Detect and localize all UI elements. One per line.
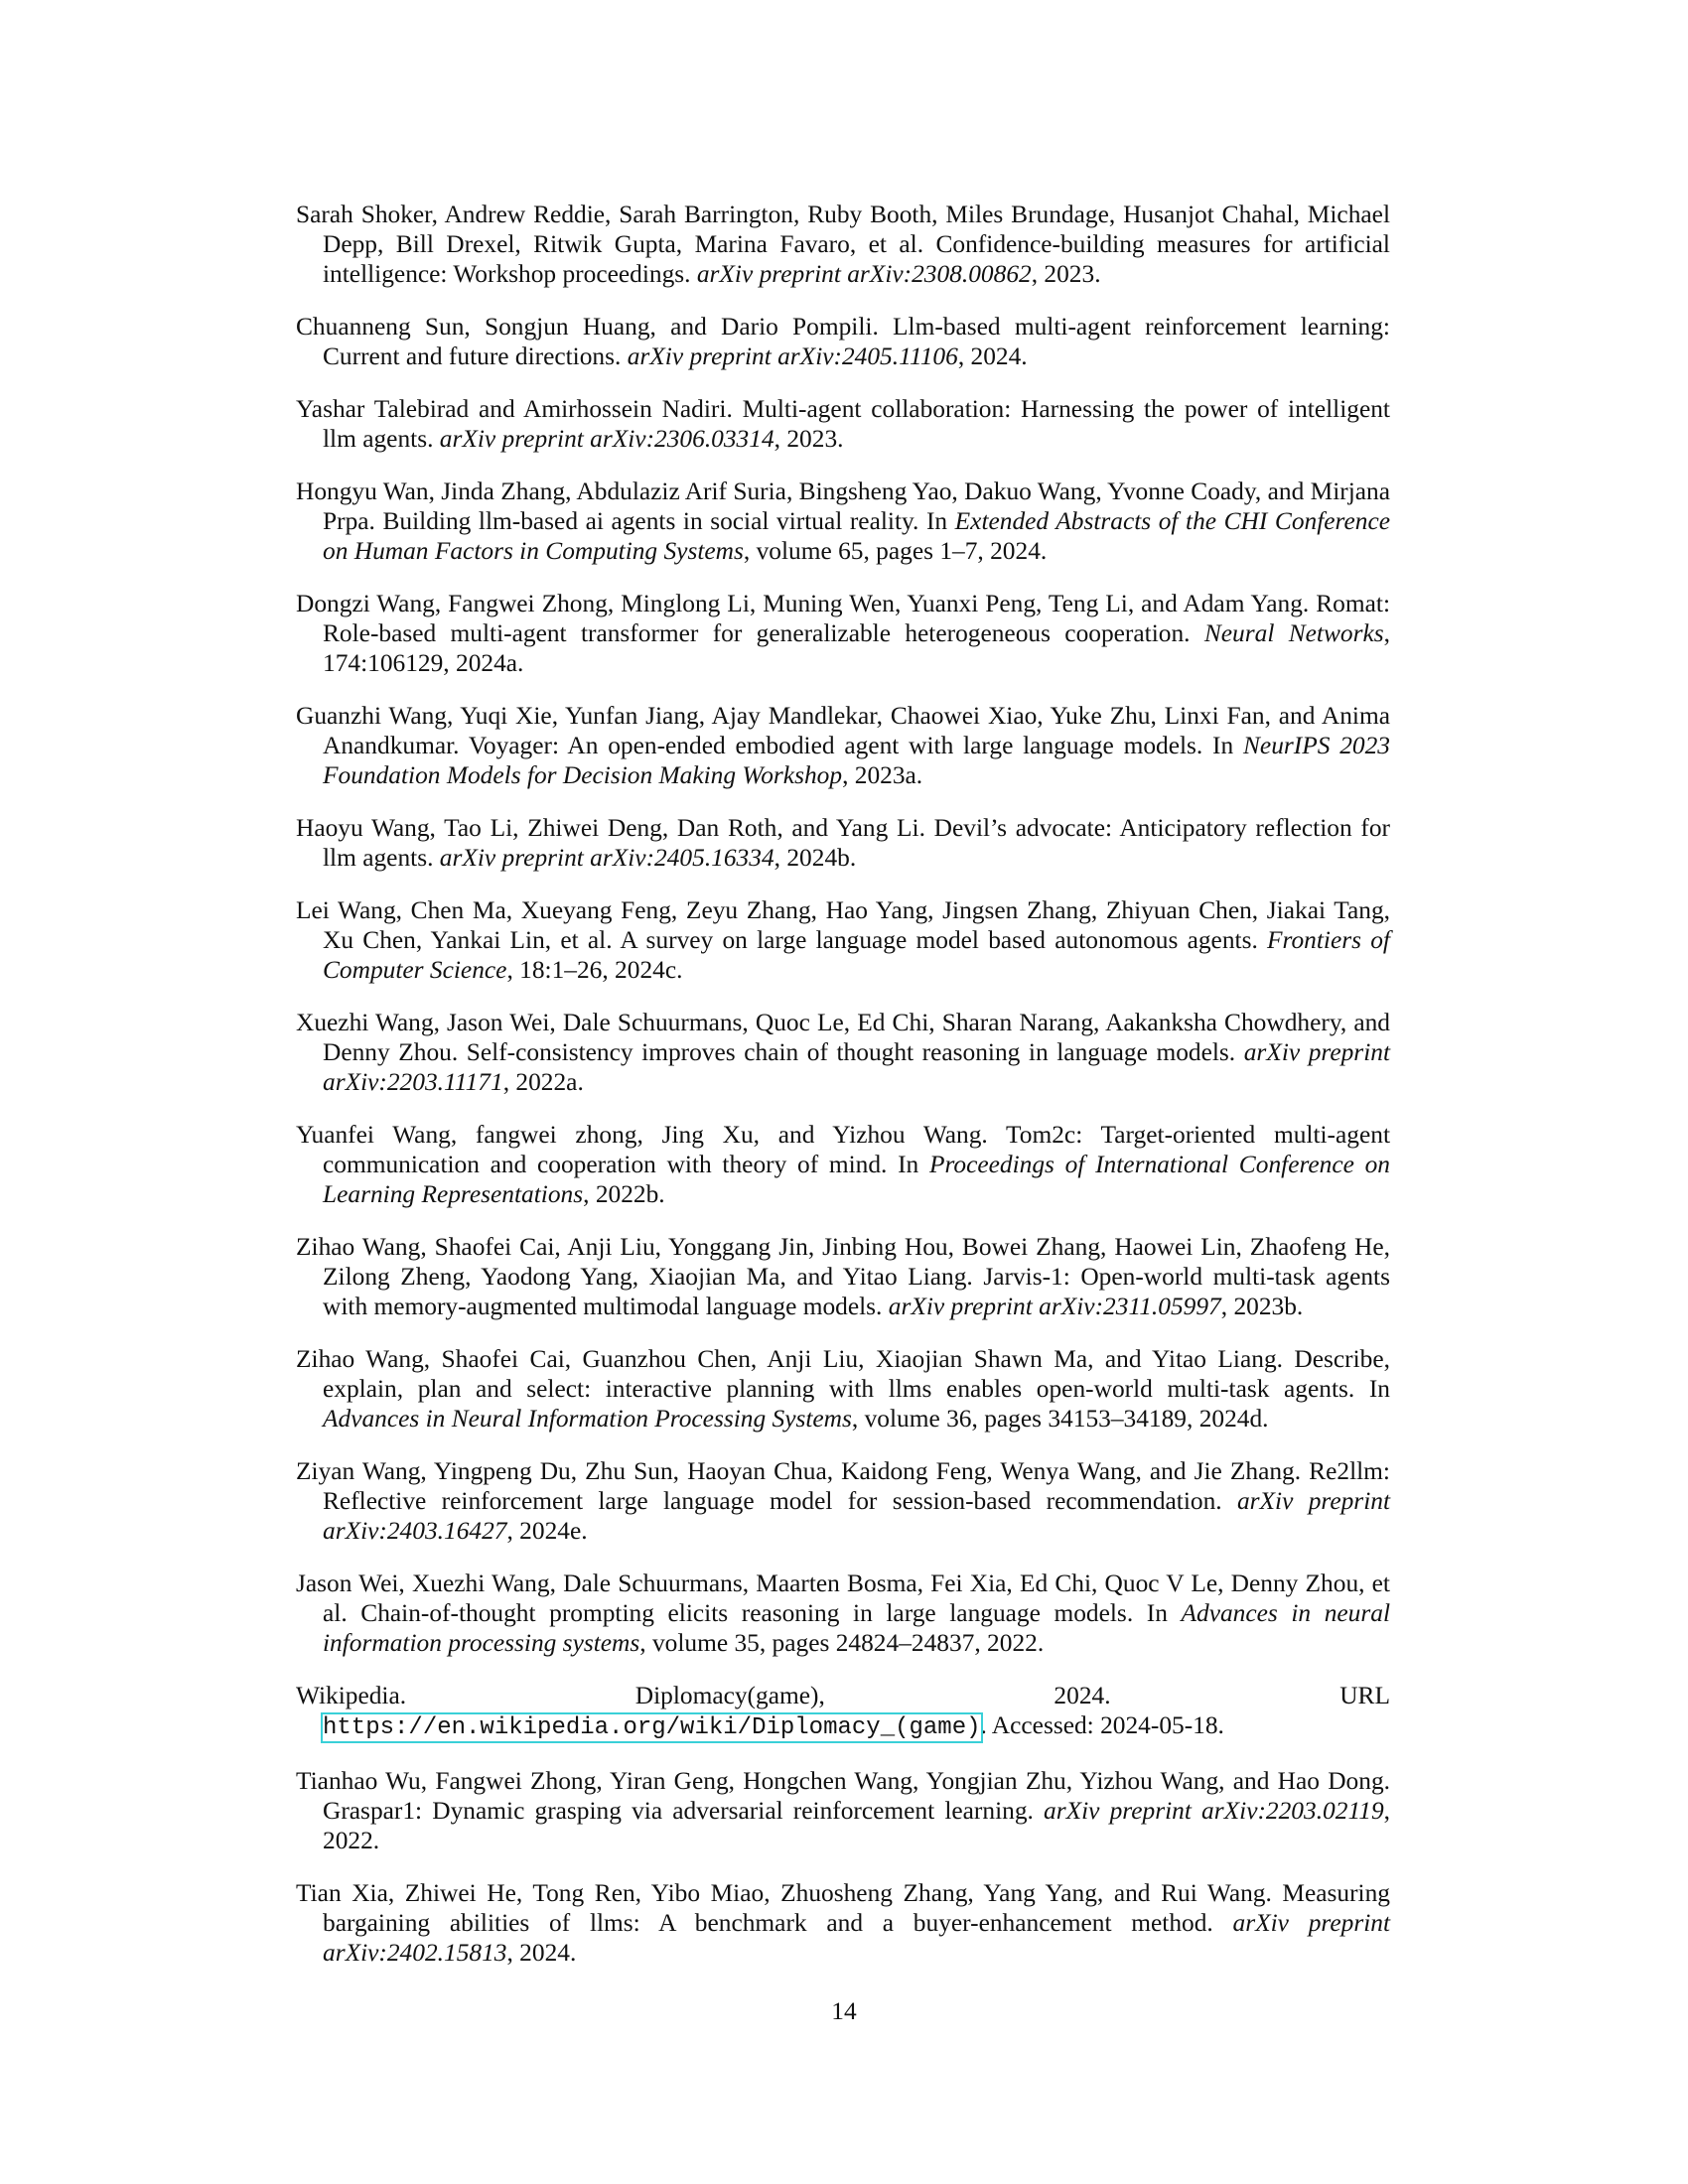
reference-entry: Tian Xia, Zhiwei He, Tong Ren, Yibo Miao, Zhuosheng Zhang, Yang Yang, and Rui Wang. Measuring bargaining abilities of llms: A benchmark and a buyer-enhancement method. arXiv preprint arXiv:2402.15813, 2024. [296,1879,1391,1967]
reference-entry: Guanzhi Wang, Yuqi Xie, Yunfan Jiang, Ajay Mandlekar, Chaowei Xiao, Yuke Zhu, Linxi Fan, and Anima Anandkumar. Voyager: An open-ended embodied agent with large language models. In NeurIPS 2023 Foundation Models for Decision Making Workshop, 2023a. [296,702,1390,789]
reference-entry: Zihao Wang, Shaofei Cai, Guanzhou Chen, Anji Liu, Xiaojian Shawn Ma, and Yitao Liang. Describe, explain, plan and select: interactive planning with llms enables open-world multi-task agents. In Advances in Neural Information Processing Systems, volume 36, pages 34153–34189, 2024d. [296,1345,1390,1433]
wikipedia-url-link[interactable]: https://en.wikipedia.org/wiki/Diplomacy_(game) [323,1714,981,1741]
reference-entry: Xuezhi Wang, Jason Wei, Dale Schuurmans, Quoc Le, Ed Chi, Sharan Narang, Aakanksha Chowdhery, and Denny Zhou. Self-consistency improves chain of thought reasoning in language models. arXiv preprint arXiv:2203.11171, 2022a. [296,1009,1390,1096]
reference-entry: Hongyu Wan, Jinda Zhang, Abdulaziz Arif Suria, Bingsheng Yao, Dakuo Wang, Yvonne Coady, and Mirjana Prpa. Building llm-based ai agents in social virtual reality. In Extended Abstracts of the CHI Conference on Human Factors in Computing Systems, volume 65, pages 1–7, 2024. [296,478,1390,565]
reference-entry: Lei Wang, Chen Ma, Xueyang Feng, Zeyu Zhang, Hao Yang, Jingsen Zhang, Zhiyuan Chen, Jiakai Tang, Xu Chen, Yankai Lin, et al. A survey on large language model based autonomous agents. Frontiers of Computer Science, 18:1–26, 2024c. [296,896,1390,984]
reference-entry: Tianhao Wu, Fangwei Zhong, Yiran Geng, Hongchen Wang, Yongjian Zhu, Yizhou Wang, and Hao Dong. Graspar1: Dynamic grasping via adversarial reinforcement learning. arXiv preprint arXiv:2203.02119, 2022. [296,1767,1390,1854]
reference-entry: Sarah Shoker, Andrew Reddie, Sarah Barrington, Ruby Booth, Miles Brundage, Husanjot Chahal, Michael Depp, Bill Drexel, Ritwik Gupta, Marina Favaro, et al. Confidence-building measures for artificial intelligence: Workshop proceedings. arXiv preprint arXiv:2308.00862, 2023. [296,201,1390,288]
reference-entry: Zihao Wang, Shaofei Cai, Anji Liu, Yonggang Jin, Jinbing Hou, Bowei Zhang, Haowei Lin, Zhaofeng He, Zilong Zheng, Yaodong Yang, Xiaojian Ma, and Yitao Liang. Jarvis-1: Open-world multi-task agents with memory-augmented multimodal language models. arXiv preprint arXiv:2311.05997, 2023b. [296,1233,1390,1320]
reference-entry: Dongzi Wang, Fangwei Zhong, Minglong Li, Muning Wen, Yuanxi Peng, Teng Li, and Adam Yang. Romat: Role-based multi-agent transformer for generalizable heterogeneous cooperation. Neural Networks, 174:106129, 2024a. [296,590,1390,677]
reference-entry: Haoyu Wang, Tao Li, Zhiwei Deng, Dan Roth, and Yang Li. Devil’s advocate: Anticipatory reflection for llm agents. arXiv preprint arXiv:2405.16334, 2024b. [296,814,1390,872]
reference-entry: Ziyan Wang, Yingpeng Du, Zhu Sun, Haoyan Chua, Kaidong Feng, Wenya Wang, and Jie Zhang. Re2llm: Reflective reinforcement large language model for session-based recommendation. arXiv preprint arXiv:2403.16427, 2024e. [296,1457,1390,1545]
reference-entry: Jason Wei, Xuezhi Wang, Dale Schuurmans, Maarten Bosma, Fei Xia, Ed Chi, Quoc V Le, Denny Zhou, et al. Chain-of-thought prompting elicits reasoning in large language models. In Advances in neural information processing systems, volume 35, pages 24824–24837, 2022. [296,1570,1390,1657]
references-list [296,200,1390,1990]
reference-entry: Yuanfei Wang, fangwei zhong, Jing Xu, and Yizhou Wang. Tom2c: Target-oriented multi-agent communication and cooperation with theory of mind. In Proceedings of International Conference on Learning Representations, 2022b. [296,1121,1390,1208]
reference-entry: Yashar Talebirad and Amirhossein Nadiri. Multi-agent collaboration: Harnessing the power of intelligent llm agents. arXiv preprint arXiv:2306.03314, 2023. [296,395,1390,453]
reference-entry-wikipedia: Wikipedia. Diplomacy(game), 2024. URL https://en.wikipedia.org/wiki/Diplomacy_(game). Accessed: 2024-05-18. [296,1682,1390,1741]
reference-entry: Chuanneng Sun, Songjun Huang, and Dario Pompili. Llm-based multi-agent reinforcement learning: Current and future directions. arXiv preprint arXiv:2405.11106, 2024. [296,313,1390,370]
page-number: 14 [831,1997,857,2025]
